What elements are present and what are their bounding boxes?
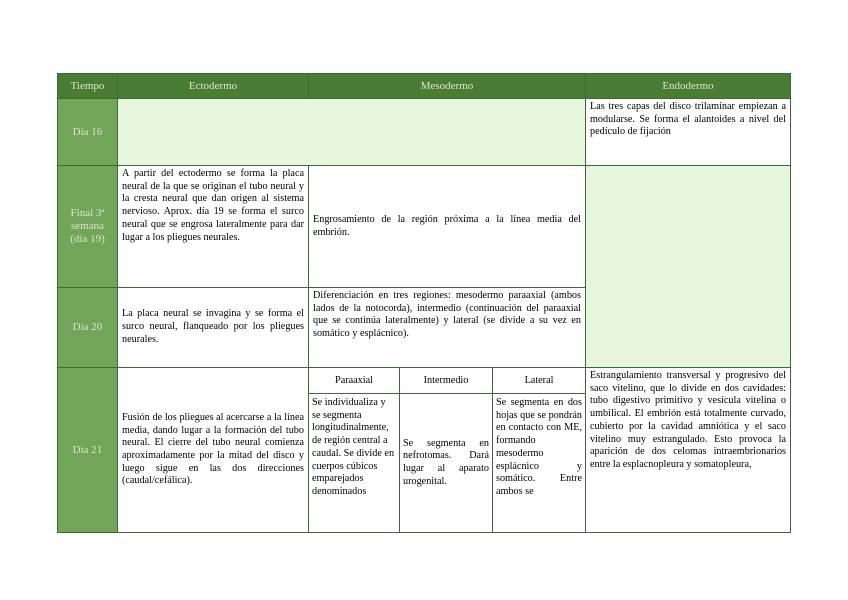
dia20-mesodermo: Diferenciación en tres regiones: mesodermo paraaxial (ambos lados de la notocorda), intermedio (continuación del paraaxial que se continúa lateralmente) y lateral (se divide a su vez en somático y esplácnico). — [308, 287, 586, 368]
dia21-ectodermo — [117, 367, 309, 533]
subheader-paraaxial: Paraaxial — [308, 367, 400, 394]
row-label-dia20: Día 20 — [57, 287, 118, 368]
subheader-lateral: Lateral — [492, 367, 586, 394]
row-label-dia21: Día 21 — [57, 367, 118, 533]
row-label-dia16: Día 16 — [57, 98, 118, 166]
final3-ectodermo: A partir del ectodermo se forma la placa neural de la que se originan el tubo neural y la cresta neural que dan origen al sistema nervioso. Aprox. día 19 se forma el surco neural que se engrosa lateralmente para dar lugar a los pliegues neurales. — [117, 165, 309, 288]
header-endodermo: Endodermo — [585, 73, 791, 99]
dia21-endodermo: Estrangulamiento transversal y progresivo del saco vitelino, que lo divide en dos cavidades: tubo digestivo primitivo y vesícula vitelina o umbilical. El embrión está totalmente curvado, cubierto por la cavidad amniótica y el saco vitelino muy estrangulado. Esto provoca la aparición de dos celomas intraembrionarios entre la esplacnopleura y somatopleura, — [585, 367, 791, 533]
dia21-intermedio — [399, 393, 493, 533]
dia16-endodermo: Las tres capas del disco trilaminar empiezan a modularse. Se forma el alantoides a nivel del pedículo de fijación — [585, 98, 791, 166]
dia16-ecto-meso-empty — [117, 98, 586, 166]
subheader-intermedio: Intermedio — [399, 367, 493, 394]
dia21-ectodermo-text: Fusión de los pliegues al acercarse a la línea media, dando lugar a la formación del tubo neural. El cierre del tubo neural comienza aproximadamente por la mitad del disco y luego sigue en las dos direcciones (caudal/cefálica). — [122, 411, 304, 487]
dia20-ectodermo-text: La placa neural se invagina y se forma el surco neural, flanqueado por los pliegues neurales. — [122, 308, 304, 345]
row-label-final3: Final 3ª semana (día 19) — [57, 165, 118, 288]
dia21-paraaxial: Se individualiza y se segmenta longitudinalmente, de región central a caudal. Se divide en cuerpos cúbicos emparejados denominados — [308, 393, 400, 533]
dia21-lateral: Se segmenta en dos hojas que se pondrán en contacto con ME, formando mesodermo esplácnico y somático. Entre ambos se — [492, 393, 586, 533]
dia21-intermedio-text: Se segmenta en nefrotomas. Dará lugar al aparato urogenital. — [403, 437, 489, 487]
final3-mesodermo — [308, 165, 586, 288]
header-mesodermo: Mesodermo — [308, 73, 586, 99]
header-ectodermo: Ectodermo — [117, 73, 309, 99]
final3-endodermo-empty — [585, 165, 791, 368]
dia20-ectodermo — [117, 287, 309, 368]
final3-mesodermo-text: Engrosamiento de la región próxima a la línea media del embrión. — [313, 213, 581, 238]
header-tiempo: Tiempo — [57, 73, 118, 99]
